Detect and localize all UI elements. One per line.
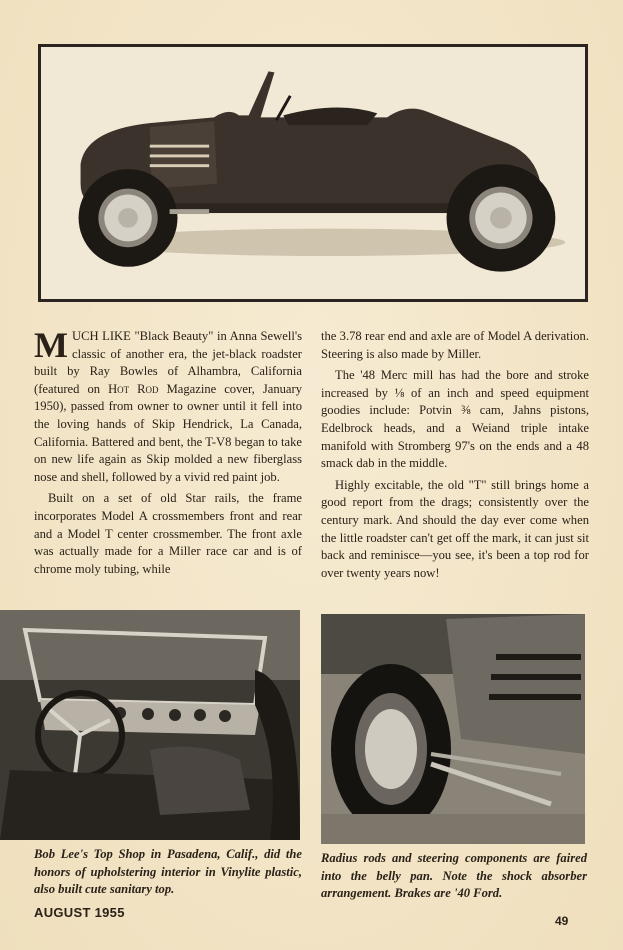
article-paragraph-2: Built on a set of old Star rails, the frame incorporates Model A crossmembers front and rear and a Model T center crossmember. The front axle was actually made for a Miller race car and is of chrome moly tubing, while [34,491,302,576]
interior-photo [0,610,300,840]
article-paragraph-3: the 3.78 rear end and axle are of Model A derivation. Steering is also made by Miller. [321,329,589,361]
article-column-right [321,328,589,586]
roadster-photo [38,44,588,302]
interior-photo-caption: Bob Lee's Top Shop in Pasadena, Calif., did the honors of upholstering interior in Vinylite plastic, also built cute sanitary top. [34,847,302,896]
hot-rod-title: Hot Rod [108,381,159,396]
article-paragraph-4: The '48 Merc mill has had the bore and stroke increased by ⅛ of an inch and speed equipment goodies include: Potvin ⅜ cam, Jahns pistons, Edelbrock heads, and a Weiand triple intake manifold with Stromberg 97's on the ends and a 48 smack dab in the middle. [321,368,589,471]
article-paragraph-1 [34,325,303,486]
article-column-left [34,325,303,582]
paragraph-1-text-a: UCH LIKE "Black Beauty" in Anna Sewell's classic of another era, the jet-black roadster built by Ray Bowles of Alhambra, California (featured on [34,329,302,396]
suspension-photo [321,614,585,844]
suspension-photo-caption: Radius rods and steering components are faired into the belly pan. Note the shock absorber arrangement. Brakes are '40 Ford. [321,851,587,900]
drop-cap: M [34,325,68,365]
issue-date: AUGUST 1955 [34,905,125,920]
paragraph-1-text-b: Magazine cover, January 1950), passed from owner to owner until it fell into the loving hands of Skip Hendrick, La Canada, California. Battered and bent, the T-V8 began to take on new life again as Skip molded a new fiberglass nose and shell, followed by a vivid red paint job. [34,381,303,484]
page-number: 49 [555,914,569,928]
article-paragraph-5: Highly excitable, the old "T" still brings home a good report from the drags; consistently over the century mark. And should the day ever come when the little roadster can't get off the mark, it can just sit back and reminisce—you see, it's been a top rod for over twenty years now! [321,477,589,580]
